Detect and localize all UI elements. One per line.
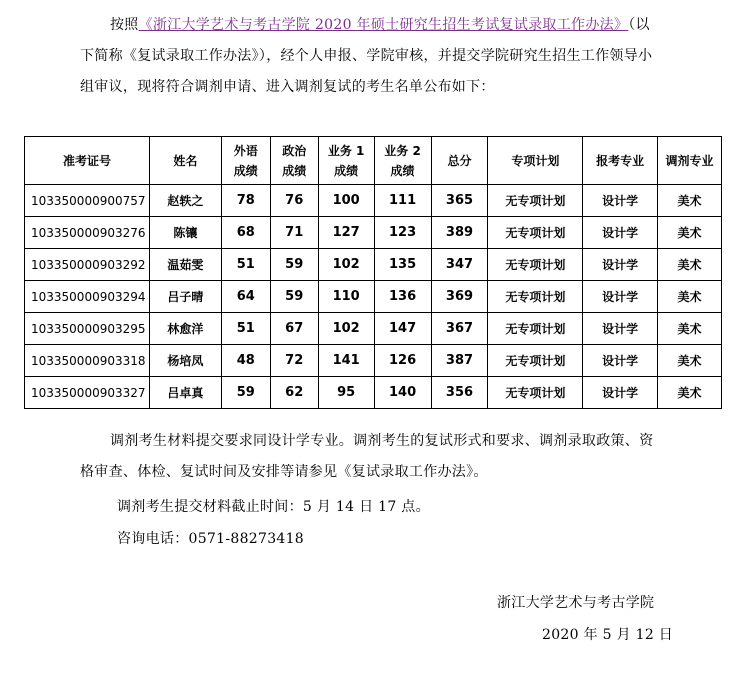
cell-name: 吕子晴 (149, 281, 221, 313)
cell-name: 温茹雯 (149, 249, 221, 281)
cell-name: 陈镶 (149, 217, 221, 249)
cell-name: 吕卓真 (149, 377, 221, 409)
header-applied-major: 报考专业 (583, 137, 658, 185)
cell-subject2-score: 136 (374, 281, 431, 313)
cell-exam-id: 103350000903295 (25, 313, 150, 345)
header-name: 姓名 (149, 137, 221, 185)
cell-adjusted-major: 美术 (658, 345, 722, 377)
cell-name: 赵轶之 (149, 185, 221, 217)
cell-subject1-score: 127 (318, 217, 374, 249)
deadline-note: 调剂考生提交材料截止时间：5 月 14 日 17 点。 (117, 499, 430, 515)
cell-special-plan: 无专项计划 (488, 249, 583, 281)
cell-politics-score: 59 (270, 249, 318, 281)
table-row (25, 249, 722, 281)
cell-subject1-score: 141 (318, 345, 374, 377)
cell-language-score: 64 (221, 281, 270, 313)
cell-special-plan: 无专项计划 (488, 377, 583, 409)
table-row (25, 377, 722, 409)
cell-subject1-score: 100 (318, 185, 374, 217)
cell-special-plan: 无专项计划 (488, 345, 583, 377)
header-special-plan: 专项计划 (488, 137, 583, 185)
cell-total: 387 (431, 345, 488, 377)
cell-applied-major: 设计学 (583, 377, 658, 409)
header-politics-score: 政治 成绩 (270, 137, 318, 185)
table-header-row (25, 137, 722, 185)
cell-applied-major: 设计学 (583, 217, 658, 249)
cell-adjusted-major: 美术 (658, 281, 722, 313)
header-subject2-score: 业务 2 成绩 (374, 137, 431, 185)
header-total: 总分 (431, 137, 488, 185)
cell-name: 林愈洋 (149, 313, 221, 345)
cell-subject2-score: 135 (374, 249, 431, 281)
cell-adjusted-major: 美术 (658, 185, 722, 217)
cell-adjusted-major: 美术 (658, 377, 722, 409)
cell-politics-score: 62 (270, 377, 318, 409)
candidate-table (24, 136, 722, 409)
cell-applied-major: 设计学 (583, 185, 658, 217)
cell-exam-id: 103350000903294 (25, 281, 150, 313)
cell-applied-major: 设计学 (583, 249, 658, 281)
cell-adjusted-major: 美术 (658, 217, 722, 249)
cell-subject2-score: 140 (374, 377, 431, 409)
cell-subject2-score: 126 (374, 345, 431, 377)
cell-name: 杨培凤 (149, 345, 221, 377)
intro-paragraph (80, 10, 660, 103)
cell-language-score: 48 (221, 345, 270, 377)
materials-note (80, 426, 660, 488)
cell-total: 347 (431, 249, 488, 281)
table-row (25, 281, 722, 313)
materials-text: 调剂考生材料提交要求同设计学专业。调剂考生的复试形式和要求、调剂录取政策、资格审查、体检、复试时间及安排等请参见《复试录取工作办法》。 (80, 433, 654, 480)
cell-special-plan: 无专项计划 (488, 313, 583, 345)
cell-language-score: 78 (221, 185, 270, 217)
cell-subject1-score: 102 (318, 249, 374, 281)
cell-politics-score: 76 (270, 185, 318, 217)
cell-language-score: 68 (221, 217, 270, 249)
cell-politics-score: 72 (270, 345, 318, 377)
cell-exam-id: 103350000903276 (25, 217, 150, 249)
signature-org: 浙江大学艺术与考古学院 (497, 595, 655, 611)
cell-special-plan: 无专项计划 (488, 185, 583, 217)
intro-suffix: （以下简称《复试录取工作办法》），经个人申报、学院审核，并提交学院研究生招生工作领导小组审议，现将符合调剂申请、进入调剂复试的考生名单公布如下： (80, 17, 653, 95)
table-row (25, 217, 722, 249)
cell-exam-id: 103350000903327 (25, 377, 150, 409)
cell-total: 365 (431, 185, 488, 217)
cell-subject1-score: 95 (318, 377, 374, 409)
cell-applied-major: 设计学 (583, 313, 658, 345)
cell-total: 389 (431, 217, 488, 249)
cell-special-plan: 无专项计划 (488, 217, 583, 249)
table-row (25, 313, 722, 345)
cell-applied-major: 设计学 (583, 281, 658, 313)
cell-applied-major: 设计学 (583, 345, 658, 377)
cell-politics-score: 59 (270, 281, 318, 313)
intro-prefix: 按照 (110, 17, 139, 33)
cell-exam-id: 103350000900757 (25, 185, 150, 217)
table-row (25, 185, 722, 217)
phone-note: 咨询电话：0571-88273418 (117, 531, 305, 547)
signature-date: 2020 年 5 月 12 日 (542, 627, 674, 643)
cell-subject1-score: 102 (318, 313, 374, 345)
header-exam-id: 准考证号 (25, 137, 150, 185)
rules-document-link[interactable]: 《浙江大学艺术与考古学院 2020 年硕士研究生招生考试复试录取工作办法》 (138, 17, 629, 33)
cell-exam-id: 103350000903318 (25, 345, 150, 377)
header-language-score: 外语 成绩 (221, 137, 270, 185)
cell-subject2-score: 147 (374, 313, 431, 345)
cell-total: 356 (431, 377, 488, 409)
table-row (25, 345, 722, 377)
cell-total: 367 (431, 313, 488, 345)
cell-total: 369 (431, 281, 488, 313)
header-adjusted-major: 调剂专业 (658, 137, 722, 185)
cell-politics-score: 71 (270, 217, 318, 249)
cell-special-plan: 无专项计划 (488, 281, 583, 313)
cell-exam-id: 103350000903292 (25, 249, 150, 281)
cell-adjusted-major: 美术 (658, 249, 722, 281)
cell-adjusted-major: 美术 (658, 313, 722, 345)
header-subject1-score: 业务 1 成绩 (318, 137, 374, 185)
cell-subject2-score: 123 (374, 217, 431, 249)
cell-language-score: 51 (221, 313, 270, 345)
cell-language-score: 51 (221, 249, 270, 281)
cell-subject2-score: 111 (374, 185, 431, 217)
cell-language-score: 59 (221, 377, 270, 409)
cell-politics-score: 67 (270, 313, 318, 345)
cell-subject1-score: 110 (318, 281, 374, 313)
